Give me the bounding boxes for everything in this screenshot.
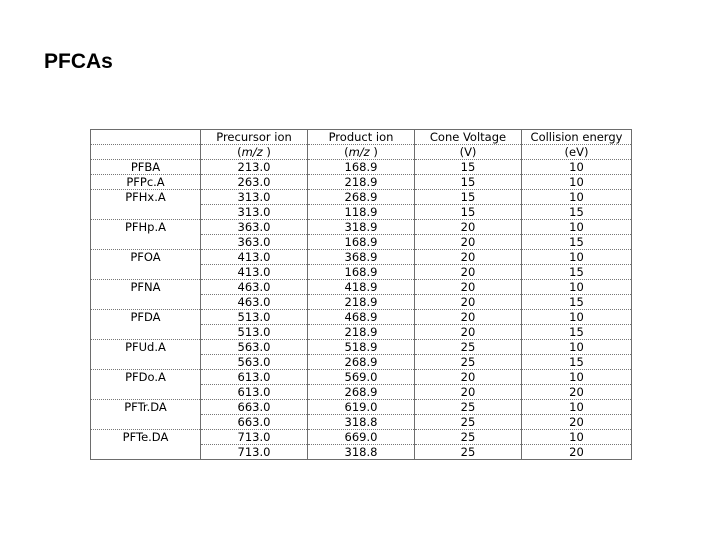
product-ion-cell: 619.0 [308, 400, 415, 415]
cone-voltage-cell: 20 [415, 295, 522, 310]
header-cell-compound [91, 130, 201, 145]
table-row [91, 295, 632, 310]
collision-energy-cell: 10 [522, 430, 632, 445]
pfca-table [90, 129, 632, 460]
precursor-ion-cell: 363.0 [201, 235, 308, 250]
table-row [91, 355, 632, 370]
precursor-ion-cell: 563.0 [201, 355, 308, 370]
precursor-ion-cell: 663.0 [201, 415, 308, 430]
precursor-ion-cell: 413.0 [201, 265, 308, 280]
collision-energy-cell: 10 [522, 175, 632, 190]
precursor-ion-cell: 563.0 [201, 340, 308, 355]
compound-cell: PFBA [91, 160, 201, 175]
table-row [91, 265, 632, 280]
table-row [91, 250, 632, 265]
table-row [91, 190, 632, 205]
compound-cell: PFTr.DA [91, 400, 201, 415]
product-ion-cell: 268.9 [308, 385, 415, 400]
precursor-ion-cell: 713.0 [201, 430, 308, 445]
precursor-ion-cell: 713.0 [201, 445, 308, 460]
collision-energy-cell: 10 [522, 250, 632, 265]
cone-voltage-cell: 25 [415, 355, 522, 370]
table-row [91, 235, 632, 250]
collision-energy-cell: 10 [522, 370, 632, 385]
table-row [91, 385, 632, 400]
precursor-ion-cell: 513.0 [201, 310, 308, 325]
cone-voltage-cell: 15 [415, 160, 522, 175]
cone-voltage-cell: 20 [415, 280, 522, 295]
table-row [91, 160, 632, 175]
table-row [91, 220, 632, 235]
compound-cell [91, 265, 201, 280]
compound-cell [91, 295, 201, 310]
compound-cell [91, 355, 201, 370]
precursor-ion-cell: 463.0 [201, 280, 308, 295]
product-ion-cell: 168.9 [308, 265, 415, 280]
compound-cell: PFHp.A [91, 220, 201, 235]
cone-voltage-cell: 20 [415, 250, 522, 265]
cone-voltage-cell: 25 [415, 445, 522, 460]
unit-cell-cone-voltage: (V) [415, 145, 522, 160]
cone-voltage-cell: 25 [415, 340, 522, 355]
table-row [91, 370, 632, 385]
cone-voltage-cell: 20 [415, 325, 522, 340]
cone-voltage-cell: 25 [415, 430, 522, 445]
product-ion-cell: 118.9 [308, 205, 415, 220]
page-title: PFCAs [44, 50, 113, 73]
collision-energy-cell: 20 [522, 385, 632, 400]
compound-cell [91, 385, 201, 400]
cone-voltage-cell: 15 [415, 175, 522, 190]
product-ion-cell: 318.8 [308, 415, 415, 430]
collision-energy-cell: 15 [522, 325, 632, 340]
header-cell-product: Product ion [308, 130, 415, 145]
product-ion-cell: 218.9 [308, 325, 415, 340]
precursor-ion-cell: 313.0 [201, 190, 308, 205]
precursor-ion-cell: 613.0 [201, 385, 308, 400]
compound-cell: PFNA [91, 280, 201, 295]
table-row [91, 445, 632, 460]
product-ion-cell: 418.9 [308, 280, 415, 295]
collision-energy-cell: 20 [522, 445, 632, 460]
precursor-ion-cell: 213.0 [201, 160, 308, 175]
cone-voltage-cell: 20 [415, 310, 522, 325]
product-ion-cell: 518.9 [308, 340, 415, 355]
unit-cell-collision-energy: (eV) [522, 145, 632, 160]
product-ion-cell: 669.0 [308, 430, 415, 445]
product-ion-cell: 168.9 [308, 235, 415, 250]
compound-cell: PFHx.A [91, 190, 201, 205]
precursor-ion-cell: 463.0 [201, 295, 308, 310]
compound-cell: PFTe.DA [91, 430, 201, 445]
table-row [91, 340, 632, 355]
table-row [91, 325, 632, 340]
compound-cell [91, 205, 201, 220]
product-ion-cell: 368.9 [308, 250, 415, 265]
product-ion-cell: 268.9 [308, 190, 415, 205]
cone-voltage-cell: 25 [415, 400, 522, 415]
compound-cell: PFOA [91, 250, 201, 265]
precursor-ion-cell: 613.0 [201, 370, 308, 385]
unit-cell-compound [91, 145, 201, 160]
header-cell-precursor: Precursor ion [201, 130, 308, 145]
compound-cell [91, 235, 201, 250]
collision-energy-cell: 10 [522, 160, 632, 175]
product-ion-cell: 468.9 [308, 310, 415, 325]
compound-cell: PFDA [91, 310, 201, 325]
collision-energy-cell: 15 [522, 295, 632, 310]
collision-energy-cell: 15 [522, 205, 632, 220]
collision-energy-cell: 10 [522, 220, 632, 235]
collision-energy-cell: 10 [522, 400, 632, 415]
precursor-ion-cell: 363.0 [201, 220, 308, 235]
product-ion-cell: 318.9 [308, 220, 415, 235]
cone-voltage-cell: 20 [415, 370, 522, 385]
product-ion-cell: 218.9 [308, 295, 415, 310]
table-row [91, 415, 632, 430]
compound-cell [91, 415, 201, 430]
collision-energy-cell: 10 [522, 280, 632, 295]
cone-voltage-cell: 15 [415, 205, 522, 220]
product-ion-cell: 318.8 [308, 445, 415, 460]
cone-voltage-cell: 15 [415, 190, 522, 205]
collision-energy-cell: 10 [522, 340, 632, 355]
cone-voltage-cell: 20 [415, 385, 522, 400]
product-ion-cell: 218.9 [308, 175, 415, 190]
table-row [91, 175, 632, 190]
collision-energy-cell: 15 [522, 265, 632, 280]
precursor-ion-cell: 313.0 [201, 205, 308, 220]
cone-voltage-cell: 20 [415, 265, 522, 280]
precursor-ion-cell: 263.0 [201, 175, 308, 190]
compound-cell [91, 445, 201, 460]
collision-energy-cell: 20 [522, 415, 632, 430]
product-ion-cell: 268.9 [308, 355, 415, 370]
table-row [91, 280, 632, 295]
precursor-ion-cell: 663.0 [201, 400, 308, 415]
header-cell-cone-voltage: Cone Voltage [415, 130, 522, 145]
compound-cell [91, 325, 201, 340]
table-row [91, 430, 632, 445]
cone-voltage-cell: 20 [415, 235, 522, 250]
precursor-ion-cell: 413.0 [201, 250, 308, 265]
header-cell-collision-energy: Collision energy [522, 130, 632, 145]
collision-energy-cell: 10 [522, 310, 632, 325]
table-row [91, 400, 632, 415]
product-ion-cell: 168.9 [308, 160, 415, 175]
precursor-ion-cell: 513.0 [201, 325, 308, 340]
table-row [91, 205, 632, 220]
compound-cell: PFUd.A [91, 340, 201, 355]
collision-energy-cell: 10 [522, 190, 632, 205]
cone-voltage-cell: 20 [415, 220, 522, 235]
collision-energy-cell: 15 [522, 235, 632, 250]
unit-cell-product: (m/z ) [308, 145, 415, 160]
compound-cell: PFPc.A [91, 175, 201, 190]
collision-energy-cell: 15 [522, 355, 632, 370]
product-ion-cell: 569.0 [308, 370, 415, 385]
unit-cell-precursor: (m/z ) [201, 145, 308, 160]
header-row [91, 130, 632, 145]
table-row [91, 310, 632, 325]
cone-voltage-cell: 25 [415, 415, 522, 430]
compound-cell: PFDo.A [91, 370, 201, 385]
unit-row [91, 145, 632, 160]
